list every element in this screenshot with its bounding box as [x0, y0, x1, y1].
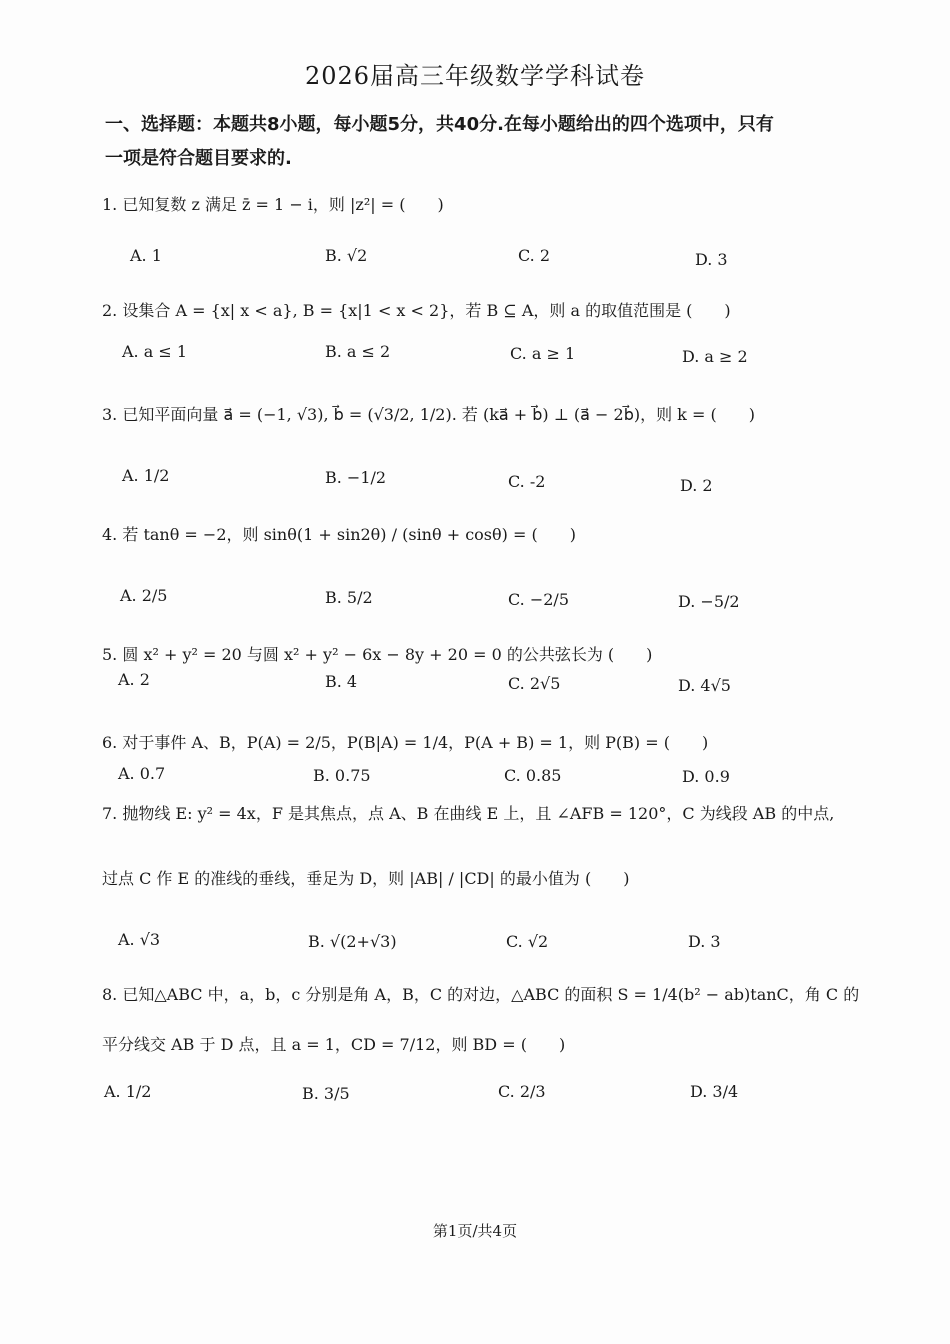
question-5-option-a: A. 2 — [118, 670, 150, 689]
question-3-stem: 3. 已知平面向量 a⃗ = (−1, √3), b⃗ = (√3/2, 1/2). 若 (ka⃗ + b⃗) ⊥ (a⃗ − 2b⃗)，则 k = ( ) — [102, 405, 755, 424]
question-6-option-a: A. 0.7 — [118, 764, 166, 783]
question-6-stem: 6. 对于事件 A、B，P(A) = 2/5，P(B|A) = 1/4，P(A + B) = 1，则 P(B) = ( ) — [102, 733, 709, 752]
question-7-stem-line1: 7. 抛物线 E: y² = 4x，F 是其焦点，点 A、B 在曲线 E 上，且 ∠AFB = 120°，C 为线段 AB 的中点, — [102, 804, 835, 823]
question-4-option-b: B. 5/2 — [325, 588, 373, 607]
question-5-option-d: D. 4√5 — [678, 676, 731, 695]
question-8-option-c: C. 2/3 — [498, 1082, 546, 1101]
question-8-option-d: D. 3/4 — [690, 1082, 739, 1101]
question-1-stem: 1. 已知复数 z 满足 z̄ = 1 − i，则 |z²| = ( ) — [102, 195, 444, 214]
question-6-option-b: B. 0.75 — [313, 766, 371, 785]
question-1-option-d: D. 3 — [695, 250, 728, 269]
question-8-option-b: B. 3/5 — [302, 1084, 350, 1103]
section-heading-line1: 一、选择题：本题共8小题，每小题5分，共40分.在每小题给出的四个选项中，只有 — [105, 114, 774, 135]
page-footer: 第1页/共4页 — [432, 1222, 518, 1240]
question-4-option-c: C. −2/5 — [508, 590, 569, 609]
question-7-option-b: B. √(2+√3) — [308, 932, 397, 951]
question-6-option-c: C. 0.85 — [504, 766, 562, 785]
question-7-option-d: D. 3 — [688, 932, 721, 951]
exam-title: 2026届高三年级数学学科试卷 — [304, 62, 646, 90]
question-1-option-b: B. √2 — [325, 246, 368, 265]
question-4-stem: 4. 若 tanθ = −2，则 sinθ(1 + sin2θ) / (sinθ + cosθ) = ( ) — [102, 525, 576, 544]
question-7-option-c: C. √2 — [506, 932, 549, 951]
question-3-option-c: C. -2 — [508, 472, 546, 491]
question-2-option-d: D. a ≥ 2 — [682, 347, 748, 366]
question-5-option-b: B. 4 — [325, 672, 358, 691]
question-8-stem-line1: 8. 已知△ABC 中，a，b，c 分别是角 A，B，C 的对边，△ABC 的面积 S = 1/4(b² − ab)tanC，角 C 的 — [102, 985, 860, 1004]
question-4-option-a: A. 2/5 — [120, 586, 168, 605]
question-8-stem-line2: 平分线交 AB 于 D 点，且 a = 1，CD = 7/12，则 BD = ( ) — [102, 1035, 566, 1054]
question-2-option-b: B. a ≤ 2 — [325, 342, 391, 361]
question-8-option-a: A. 1/2 — [104, 1082, 152, 1101]
question-6-option-d: D. 0.9 — [682, 767, 730, 786]
question-2-option-a: A. a ≤ 1 — [122, 342, 188, 361]
question-7-option-a: A. √3 — [118, 930, 161, 949]
question-1-option-c: C. 2 — [518, 246, 551, 265]
question-3-option-b: B. −1/2 — [325, 468, 387, 487]
question-1-option-a: A. 1 — [130, 246, 162, 265]
question-2-stem: 2. 设集合 A = {x| x < a}, B = {x|1 < x < 2}，若 B ⊆ A，则 a 的取值范围是 ( ) — [102, 301, 731, 320]
section-heading-line2: 一项是符合题目要求的. — [105, 148, 292, 169]
question-5-stem: 5. 圆 x² + y² = 20 与圆 x² + y² − 6x − 8y + 20 = 0 的公共弦长为 ( ) — [102, 645, 653, 664]
question-4-option-d: D. −5/2 — [678, 592, 740, 611]
question-3-option-a: A. 1/2 — [122, 466, 170, 485]
question-3-option-d: D. 2 — [680, 476, 713, 495]
question-7-stem-line2: 过点 C 作 E 的准线的垂线，垂足为 D，则 |AB| / |CD| 的最小值为 ( ) — [102, 869, 630, 888]
question-2-option-c: C. a ≥ 1 — [510, 344, 576, 363]
question-5-option-c: C. 2√5 — [508, 674, 561, 693]
